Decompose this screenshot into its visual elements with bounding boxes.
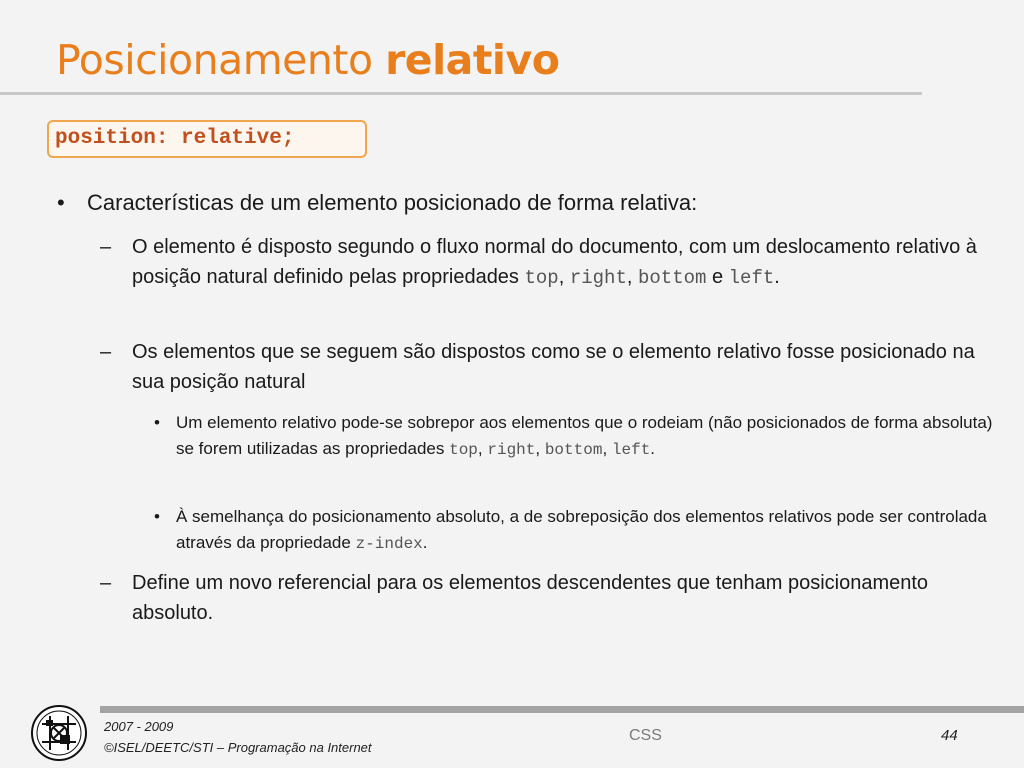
code-bottom: bottom — [637, 267, 707, 289]
bullet-level3: • Um elemento relativo pode-se sobrepor aos elementos que o rodeiam (não posicionados de forma absoluta) se forem utilizadas as propriedades top, right, bottom, left. — [176, 410, 996, 463]
bullet-level2: – Define um novo referencial para os elementos descendentes que tenham posicionamento absoluto. — [132, 568, 992, 628]
page-number: 44 — [941, 727, 958, 744]
code-z-index: z-index — [355, 535, 423, 553]
footer-topic: CSS — [629, 727, 662, 744]
code-top: top — [449, 441, 478, 459]
code-right: right — [487, 441, 536, 459]
bullet-marker: • — [57, 190, 65, 215]
footer-bar — [100, 706, 1024, 713]
bullet-level2: – O elemento é disposto segundo o fluxo normal do documento, com um deslocamento relativo à posição natural definido pelas propriedades top, right, bottom e left. — [132, 232, 992, 293]
code-left: left — [728, 267, 775, 289]
isel-logo-icon — [30, 704, 88, 762]
footer-info — [104, 716, 372, 758]
code-bottom: bottom — [544, 441, 603, 459]
dash-marker: – — [100, 341, 112, 363]
code-left: left — [611, 441, 651, 459]
footer-copyright: ©ISEL/DEETC/STI – Programação na Internet — [104, 740, 372, 755]
code-right: right — [569, 267, 627, 289]
bullet-level3: • À semelhança do posicionamento absoluto, a de sobreposição dos elementos relativos pode ser controlada através da propriedade z-index. — [176, 504, 996, 557]
code-box: position: relative; — [47, 120, 367, 158]
bullet-level1: • Características de um elemento posicionado de forma relativa: — [87, 187, 987, 219]
title-divider — [0, 92, 922, 95]
bullet-marker: • — [154, 507, 160, 526]
dash-marker: – — [100, 236, 112, 258]
code-top: top — [524, 267, 559, 289]
dash-marker: – — [100, 572, 112, 594]
footer-years: 2007 - 2009 — [104, 719, 174, 734]
bullet-marker: • — [154, 413, 160, 432]
bullet-level2: – Os elementos que se seguem são dispostos como se o elemento relativo fosse posicionado na sua posição natural — [132, 337, 992, 397]
slide-title: Posicionamento relativo — [56, 36, 560, 84]
